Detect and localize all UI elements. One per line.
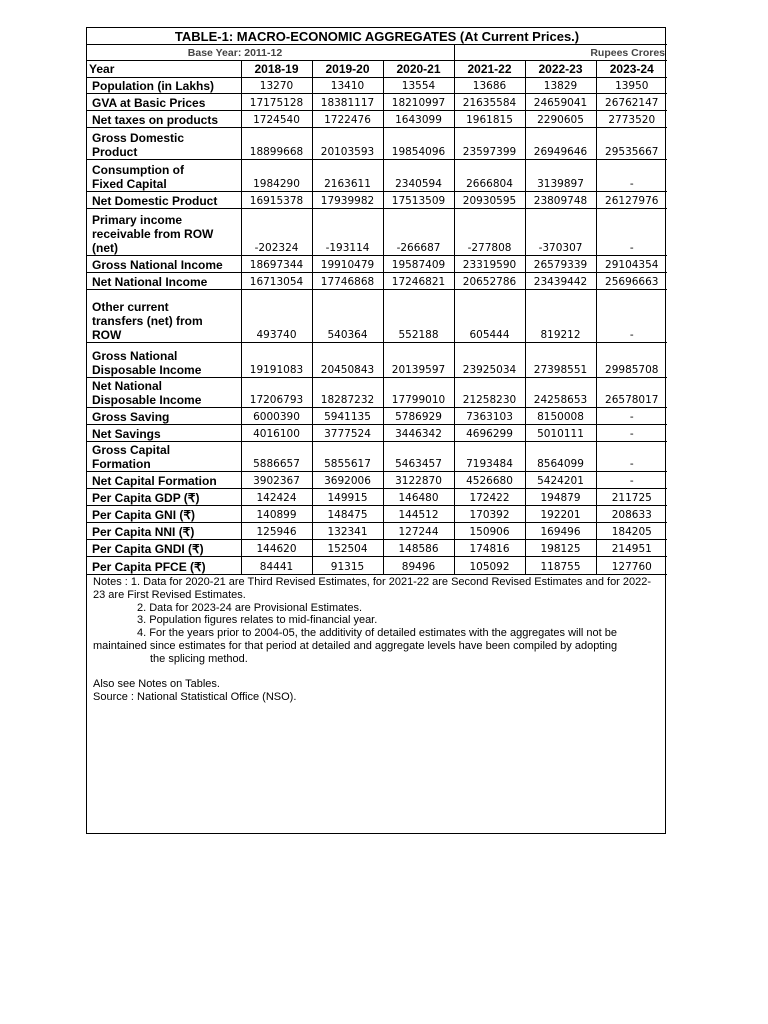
table-cell: 2340594 xyxy=(383,160,454,192)
table-row xyxy=(87,343,667,378)
table-cell: 17939982 xyxy=(312,192,383,209)
table-cell: 2666804 xyxy=(454,160,525,192)
table-cell: 125946 xyxy=(241,523,312,540)
table-cell: 23439442 xyxy=(525,273,596,290)
header-row xyxy=(87,61,667,78)
table-cell: 7193484 xyxy=(454,442,525,472)
table-cell: 2773520 xyxy=(596,111,667,128)
table-cell: -277808 xyxy=(454,209,525,256)
table-row xyxy=(87,273,667,290)
table-cell: 20139597 xyxy=(383,343,454,378)
row-label: Per Capita NNI (₹) xyxy=(87,523,241,540)
table-cell: 21635584 xyxy=(454,94,525,111)
table-cell: 4016100 xyxy=(241,425,312,442)
table-cell: 8150008 xyxy=(525,408,596,425)
table-title: TABLE-1: MACRO-ECONOMIC AGGREGATES (At Current Prices.) xyxy=(87,28,667,45)
table-cell: 20652786 xyxy=(454,273,525,290)
row-label: Gross Saving xyxy=(87,408,241,425)
source-note: Source : National Statistical Office (NSO). xyxy=(93,691,297,704)
table-cell: 6000390 xyxy=(241,408,312,425)
table-cell: 118755 xyxy=(525,557,596,575)
table-row xyxy=(87,489,667,506)
table-cell: 25696663 xyxy=(596,273,667,290)
table-cell: 552188 xyxy=(383,290,454,343)
table-cell: 23809748 xyxy=(525,192,596,209)
table-cell: 174816 xyxy=(454,540,525,557)
table-cell: 24659041 xyxy=(525,94,596,111)
see-also-note: Also see Notes on Tables. xyxy=(93,678,220,691)
table-row xyxy=(87,94,667,111)
table-cell: 19910479 xyxy=(312,256,383,273)
table-cell: - xyxy=(596,160,667,192)
macro-aggregates-table-frame xyxy=(86,27,666,834)
row-label: Per Capita GNI (₹) xyxy=(87,506,241,523)
table-cell: 5941135 xyxy=(312,408,383,425)
table-cell: 192201 xyxy=(525,506,596,523)
table-cell: 1984290 xyxy=(241,160,312,192)
table-cell: 208633 xyxy=(596,506,667,523)
table-cell: 4526680 xyxy=(454,472,525,489)
row-label: Gross Domestic Product xyxy=(87,128,241,160)
table-row xyxy=(87,442,667,472)
table-cell: 3692006 xyxy=(312,472,383,489)
table-cell: 91315 xyxy=(312,557,383,575)
table-cell: 1724540 xyxy=(241,111,312,128)
table-cell: 89496 xyxy=(383,557,454,575)
table-cell: 18210997 xyxy=(383,94,454,111)
table-cell: 1722476 xyxy=(312,111,383,128)
row-label: Net taxes on products xyxy=(87,111,241,128)
table-row xyxy=(87,192,667,209)
row-label: Net Capital Formation xyxy=(87,472,241,489)
row-label: Consumption of Fixed Capital xyxy=(87,160,241,192)
table-cell: 26127976 xyxy=(596,192,667,209)
table-cell: 16915378 xyxy=(241,192,312,209)
table-cell: 23597399 xyxy=(454,128,525,160)
base-spacer xyxy=(383,45,454,61)
row-label: Other current transfers (net) from ROW xyxy=(87,290,241,343)
table-cell: - xyxy=(596,442,667,472)
year-col-header: 2018-19 xyxy=(241,61,312,78)
row-label: Gross Capital Formation xyxy=(87,442,241,472)
table-cell: 214951 xyxy=(596,540,667,557)
table-cell: 146480 xyxy=(383,489,454,506)
base-year: Base Year: 2011-12 xyxy=(87,45,383,61)
note-4-line-3: the splicing method. xyxy=(150,652,248,665)
table-cell: 19854096 xyxy=(383,128,454,160)
table-row xyxy=(87,160,667,192)
year-col-header: 2022-23 xyxy=(525,61,596,78)
table-cell: 1643099 xyxy=(383,111,454,128)
table-cell: 211725 xyxy=(596,489,667,506)
table-cell: 3902367 xyxy=(241,472,312,489)
table-cell: 819212 xyxy=(525,290,596,343)
table-cell: 540364 xyxy=(312,290,383,343)
table-cell: -266687 xyxy=(383,209,454,256)
table-row xyxy=(87,209,667,256)
table-cell: 27398551 xyxy=(525,343,596,378)
table-cell: 24258653 xyxy=(525,378,596,408)
table-row xyxy=(87,290,667,343)
row-label: Net National Income xyxy=(87,273,241,290)
table-cell: 3777524 xyxy=(312,425,383,442)
table-cell: 3122870 xyxy=(383,472,454,489)
table-cell: 17175128 xyxy=(241,94,312,111)
table-cell: 3446342 xyxy=(383,425,454,442)
table-cell: 169496 xyxy=(525,523,596,540)
table-cell: 605444 xyxy=(454,290,525,343)
row-label: Population (in Lakhs) xyxy=(87,78,241,94)
table-cell: 20103593 xyxy=(312,128,383,160)
table-cell: 150906 xyxy=(454,523,525,540)
table-cell: 17799010 xyxy=(383,378,454,408)
table-cell: 8564099 xyxy=(525,442,596,472)
table-cell: 13554 xyxy=(383,78,454,94)
table-cell: -193114 xyxy=(312,209,383,256)
table-notes xyxy=(87,575,665,704)
table-row xyxy=(87,408,667,425)
table-cell: 18697344 xyxy=(241,256,312,273)
macro-aggregates-table xyxy=(87,28,667,575)
year-col-header: 2020-21 xyxy=(383,61,454,78)
table-cell: 16713054 xyxy=(241,273,312,290)
table-row xyxy=(87,78,667,94)
table-cell: 172422 xyxy=(454,489,525,506)
year-header: Year xyxy=(87,61,241,78)
table-cell: 170392 xyxy=(454,506,525,523)
table-cell: 21258230 xyxy=(454,378,525,408)
table-cell: 148475 xyxy=(312,506,383,523)
table-cell: 13686 xyxy=(454,78,525,94)
table-cell: 184205 xyxy=(596,523,667,540)
table-cell: 5786929 xyxy=(383,408,454,425)
table-cell: 13410 xyxy=(312,78,383,94)
table-cell: 152504 xyxy=(312,540,383,557)
table-cell: 5010111 xyxy=(525,425,596,442)
table-cell: - xyxy=(596,472,667,489)
table-row xyxy=(87,128,667,160)
table-cell: 19191083 xyxy=(241,343,312,378)
note-2: 2. Data for 2023-24 are Provisional Estimates. xyxy=(137,601,363,614)
table-cell: - xyxy=(596,425,667,442)
row-label: Per Capita GDP (₹) xyxy=(87,489,241,506)
table-cell: 13829 xyxy=(525,78,596,94)
table-cell: 20930595 xyxy=(454,192,525,209)
table-cell: 3139897 xyxy=(525,160,596,192)
year-col-header: 2021-22 xyxy=(454,61,525,78)
units-label: Rupees Crores xyxy=(454,45,667,61)
table-cell: 13270 xyxy=(241,78,312,94)
table-cell: 148586 xyxy=(383,540,454,557)
table-cell: 17246821 xyxy=(383,273,454,290)
table-cell: 144620 xyxy=(241,540,312,557)
table-cell: 29985708 xyxy=(596,343,667,378)
table-cell: -202324 xyxy=(241,209,312,256)
row-label: Net National Disposable Income xyxy=(87,378,241,408)
table-cell: 26762147 xyxy=(596,94,667,111)
table-cell: 5886657 xyxy=(241,442,312,472)
title-row xyxy=(87,28,667,45)
table-cell: 7363103 xyxy=(454,408,525,425)
table-row xyxy=(87,425,667,442)
table-cell: 140899 xyxy=(241,506,312,523)
table-cell: 198125 xyxy=(525,540,596,557)
row-label: Net Savings xyxy=(87,425,241,442)
table-cell: 142424 xyxy=(241,489,312,506)
table-cell: 2290605 xyxy=(525,111,596,128)
table-cell: 18287232 xyxy=(312,378,383,408)
row-label: Gross National Income xyxy=(87,256,241,273)
table-cell: 2163611 xyxy=(312,160,383,192)
table-cell: 18381117 xyxy=(312,94,383,111)
base-row xyxy=(87,45,667,61)
table-cell: 149915 xyxy=(312,489,383,506)
table-row xyxy=(87,540,667,557)
row-label: Primary income receivable from ROW (net) xyxy=(87,209,241,256)
row-label: Net Domestic Product xyxy=(87,192,241,209)
notes-spacer xyxy=(93,666,659,679)
table-cell: 29104354 xyxy=(596,256,667,273)
table-cell: -370307 xyxy=(525,209,596,256)
table-cell: 1961815 xyxy=(454,111,525,128)
year-col-header: 2023-24 xyxy=(596,61,667,78)
table-cell: 105092 xyxy=(454,557,525,575)
table-cell: 26578017 xyxy=(596,378,667,408)
table-cell: - xyxy=(596,408,667,425)
table-cell: 13950 xyxy=(596,78,667,94)
table-cell: 23925034 xyxy=(454,343,525,378)
table-cell: 19587409 xyxy=(383,256,454,273)
table-cell: 493740 xyxy=(241,290,312,343)
table-cell: 144512 xyxy=(383,506,454,523)
table-cell: 17746868 xyxy=(312,273,383,290)
table-cell: 127244 xyxy=(383,523,454,540)
table-cell: - xyxy=(596,290,667,343)
table-cell: 194879 xyxy=(525,489,596,506)
table-cell: 17513509 xyxy=(383,192,454,209)
table-cell: 17206793 xyxy=(241,378,312,408)
table-row xyxy=(87,472,667,489)
table-cell: 18899668 xyxy=(241,128,312,160)
table-cell: 23319590 xyxy=(454,256,525,273)
table-cell: 5424201 xyxy=(525,472,596,489)
table-cell: 127760 xyxy=(596,557,667,575)
table-cell: 26579339 xyxy=(525,256,596,273)
table-cell: 5463457 xyxy=(383,442,454,472)
table-row xyxy=(87,557,667,575)
note-3: 3. Population figures relates to mid-financial year. xyxy=(137,614,378,627)
table-cell: - xyxy=(596,209,667,256)
table-row xyxy=(87,378,667,408)
table-cell: 4696299 xyxy=(454,425,525,442)
table-row xyxy=(87,506,667,523)
table-row xyxy=(87,523,667,540)
row-label: Per Capita GNDI (₹) xyxy=(87,540,241,557)
table-cell: 26949646 xyxy=(525,128,596,160)
table-row xyxy=(87,256,667,273)
year-col-header: 2019-20 xyxy=(312,61,383,78)
table-cell: 84441 xyxy=(241,557,312,575)
table-cell: 132341 xyxy=(312,523,383,540)
note-4-line-2: maintained since estimates for that period at detailed and aggregate levels have been compiled by adopting xyxy=(93,639,618,652)
row-label: Gross National Disposable Income xyxy=(87,343,241,378)
table-cell: 20450843 xyxy=(312,343,383,378)
note-1: Notes : 1. Data for 2020-21 are Third Revised Estimates, for 2021-22 are Second Revised Estimates and for 2022-23 are First Revised Estimates. xyxy=(93,576,652,601)
note-4-line-1: 4. For the years prior to 2004-05, the additivity of detailed estimates with the aggregates will not be xyxy=(137,627,617,640)
table-cell: 29535667 xyxy=(596,128,667,160)
table-row xyxy=(87,111,667,128)
table-cell: 5855617 xyxy=(312,442,383,472)
row-label: GVA at Basic Prices xyxy=(87,94,241,111)
row-label: Per Capita PFCE (₹) xyxy=(87,557,241,575)
